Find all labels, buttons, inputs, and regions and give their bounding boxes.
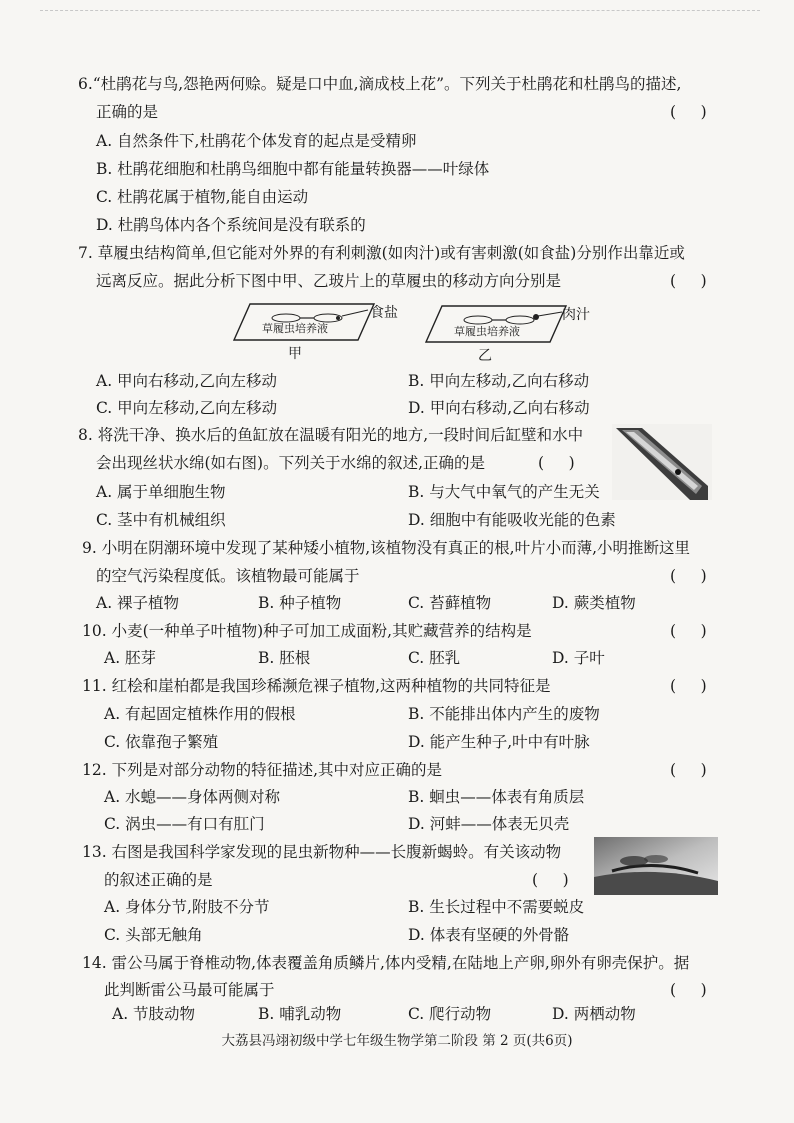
q13-option-b: B. 生长过程中不需要蜕皮 — [408, 898, 585, 916]
q14-option-d: D. 两栖动物 — [552, 1005, 636, 1023]
slide-yi-caption: 乙 — [478, 348, 492, 364]
q8-option-b: B. 与大气中氧气的产生无关 — [408, 483, 600, 501]
q10-option-d: D. 子叶 — [552, 649, 605, 667]
q14-stem-line2: 此判断雷公马最可能属于 — [104, 981, 275, 999]
q7-option-d: D. 甲向右移动,乙向右移动 — [408, 399, 590, 417]
q8-stem-line1: 8. 将洗干净、换水后的鱼缸放在温暖有阳光的地方,一段时间后缸壁和水中 — [78, 426, 584, 444]
q12-option-d: D. 河蚌——体表无贝壳 — [408, 815, 570, 833]
q11-stem: 11. 红桧和崖柏都是我国珍稀濒危裸子植物,这两种植物的共同特征是 — [82, 677, 551, 695]
q10-stem: 10. 小麦(一种单子叶植物)种子可加工成面粉,其贮藏营养的结构是 — [82, 622, 532, 640]
q10-option-b: B. 胚根 — [258, 649, 311, 667]
q14-option-b: B. 哺乳动物 — [258, 1005, 342, 1023]
q11-option-a: A. 有起固定植株作用的假根 — [104, 705, 296, 723]
q6-option-d: D. 杜鹃鸟体内各个系统间是没有联系的 — [96, 216, 366, 234]
q9-stem-line2: 的空气污染程度低。该植物最可能属于 — [96, 567, 360, 585]
slide-jia-text: 草履虫培养液 — [262, 322, 328, 335]
q9-stem-line1: 9. 小明在阴潮环境中发现了某种矮小植物,该植物没有真正的根,叶片小而薄,小明推断这里 — [82, 539, 690, 557]
q9-option-a: A. 裸子植物 — [96, 594, 180, 612]
q8-option-a: A. 属于单细胞生物 — [96, 483, 226, 501]
q13-stem-line2: 的叙述正确的是 — [104, 871, 213, 889]
q13-option-d: D. 体表有坚硬的外骨骼 — [408, 926, 570, 944]
q8-option-c: C. 茎中有机械组织 — [96, 511, 226, 529]
q12-answer-blank[interactable]: ( ) — [670, 761, 707, 779]
q7-option-a: A. 甲向右移动,乙向左移动 — [96, 372, 277, 390]
q7-stem-line2: 远离反应。据此分析下图中甲、乙玻片上的草履虫的移动方向分别是 — [96, 272, 562, 290]
slide-yi-text: 草履虫培养液 — [454, 325, 520, 338]
q9-option-d: D. 蕨类植物 — [552, 594, 636, 612]
q6-option-c: C. 杜鹃花属于植物,能自由运动 — [96, 188, 309, 206]
page-top-edge — [40, 0, 760, 11]
q10-option-c: C. 胚乳 — [408, 649, 461, 667]
q7-stem-line1: 7. 草履虫结构简单,但它能对外界的有利刺激(如肉汁)或有害刺激(如食盐)分别作出靠近或 — [78, 244, 685, 262]
q13-answer-blank[interactable]: ( ) — [532, 871, 569, 889]
q12-option-c: C. 涡虫——有口有肛门 — [104, 815, 265, 833]
q11-option-b: B. 不能排出体内产生的废物 — [408, 705, 600, 723]
q12-option-a: A. 水螅——身体两侧对称 — [104, 788, 281, 806]
q14-answer-blank[interactable]: ( ) — [670, 981, 707, 999]
page-footer: 大荔县冯翊初级中学七年级生物学第二阶段 第 2 页(共6页) — [221, 1033, 573, 1049]
q11-option-c: C. 依靠孢子繁殖 — [104, 733, 219, 751]
q11-answer-blank[interactable]: ( ) — [670, 677, 707, 695]
q9-option-b: B. 种子植物 — [258, 594, 342, 612]
q6-stem-line1: 6.“杜鹃花与鸟,怨艳两何赊。疑是口中血,滴成枝上花”。下列关于杜鹃花和杜鹃鸟的描述, — [78, 75, 682, 93]
q6-answer-blank[interactable]: ( ) — [670, 103, 707, 121]
slide-yi-label: 肉汁 — [562, 307, 590, 323]
q6-stem-line2: 正确的是 — [96, 103, 159, 121]
q7-option-c: C. 甲向左移动,乙向左移动 — [96, 399, 278, 417]
q10-answer-blank[interactable]: ( ) — [670, 622, 707, 640]
q14-option-a: A. 节肢动物 — [112, 1005, 196, 1023]
q14-stem-line1: 14. 雷公马属于脊椎动物,体表覆盖角质鳞片,体内受精,在陆地上产卵,卵外有卵壳保护。据 — [82, 954, 690, 972]
q13-stem-line1: 13. 右图是我国科学家发现的昆虫新物种——长腹新蝎蛉。有关该动物 — [82, 843, 562, 861]
slide-jia-caption: 甲 — [288, 346, 302, 362]
q9-option-c: C. 苔藓植物 — [408, 594, 492, 612]
q12-option-b: B. 蛔虫——体表有角质层 — [408, 788, 585, 806]
q8-option-d: D. 细胞中有能吸收光能的色素 — [408, 511, 616, 529]
q10-option-a: A. 胚芽 — [104, 649, 157, 667]
q13-option-a: A. 身体分节,附肢不分节 — [104, 898, 270, 916]
q8-answer-blank[interactable]: ( ) — [538, 454, 575, 472]
q8-stem-line2: 会出现丝状水绵(如右图)。下列关于水绵的叙述,正确的是 — [96, 454, 486, 472]
q7-option-b: B. 甲向左移动,乙向右移动 — [408, 372, 590, 390]
slide-jia-label: 食盐 — [370, 305, 398, 321]
q12-stem: 12. 下列是对部分动物的特征描述,其中对应正确的是 — [82, 761, 443, 779]
q13-option-c: C. 头部无触角 — [104, 926, 203, 944]
q6-option-b: B. 杜鹃花细胞和杜鹃鸟细胞中都有能量转换器——叶绿体 — [96, 160, 490, 178]
q11-option-d: D. 能产生种子,叶中有叶脉 — [408, 733, 590, 751]
q14-option-c: C. 爬行动物 — [408, 1005, 492, 1023]
scorpionfly-photo — [594, 837, 718, 895]
spirogyra-photo — [612, 424, 712, 500]
q6-option-a: A. 自然条件下,杜鹃花个体发育的起点是受精卵 — [96, 132, 417, 150]
q7-answer-blank[interactable]: ( ) — [670, 272, 707, 290]
q9-answer-blank[interactable]: ( ) — [670, 567, 707, 585]
